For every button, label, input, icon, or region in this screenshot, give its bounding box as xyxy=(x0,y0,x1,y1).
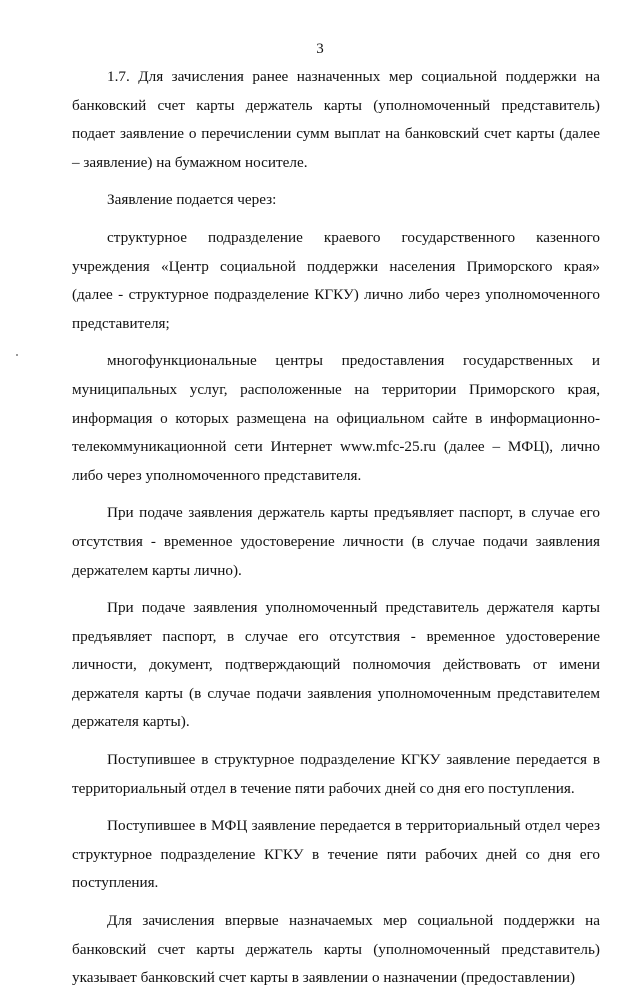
paragraph-1-7-crediting: 1.7. Для зачисления ранее назначенных мер социальной поддержки на банковский счет карты держатель карты (уполномоченный представитель) подает заявление о перечислении сумм выплат на банковский счет карты (далее – заявление) на бумажном носителе. xyxy=(72,68,600,171)
paragraph-kgku-transfer: Поступившее в структурное подразделение КГКУ заявление передается в территориальный отдел в течение пяти рабочих дней со дня его поступления. xyxy=(72,751,600,797)
scan-speck xyxy=(16,354,18,356)
paragraph-kgku-unit: структурное подразделение краевого государственного казенного учреждения «Центр социальной поддержки населения Приморского края» (далее - структурное подразделение КГКУ) лично либо через уполномоченного представителя; xyxy=(72,228,600,332)
paragraph-submission-channels: Заявление подается через: xyxy=(107,191,277,209)
document-body xyxy=(72,63,600,993)
paragraph-mfc: многофункциональные центры предоставления государственных и муниципальных услуг, расположенные на территории Приморского края, информация о которых размещена на официальном сайте в информационно-телекоммуникационной сети Интернет www.mfc-25.ru (далее – МФЦ), лично либо через уполномоченного представителя. xyxy=(72,352,600,484)
paragraph-cardholder-passport: При подаче заявления держатель карты предъявляет паспорт, в случае его отсутствия - временное удостоверение личности (в случае подачи заявления держателем карты лично). xyxy=(72,504,600,579)
paragraph-mfc-transfer: Поступившее в МФЦ заявление передается в территориальный отдел через структурное подразделение КГКУ в течение пяти рабочих дней со дня его поступления. xyxy=(72,817,600,892)
page-number: 3 xyxy=(316,41,324,57)
paragraph-new-measures: Для зачисления впервые назначаемых мер социальной поддержки на банковский счет карты держатель карты (уполномоченный представитель) указывает банковский счет карты в заявлении о назначении (предоставлении) xyxy=(72,912,600,987)
paragraph-representative-documents: При подаче заявления уполномоченный представитель держателя карты предъявляет паспорт, в случае его отсутствия - временное удостоверение личности, документ, подтверждающий полномочия действовать от имени держателя карты (в случае подачи заявления уполномоченным представителем держателя карты). xyxy=(72,599,600,731)
